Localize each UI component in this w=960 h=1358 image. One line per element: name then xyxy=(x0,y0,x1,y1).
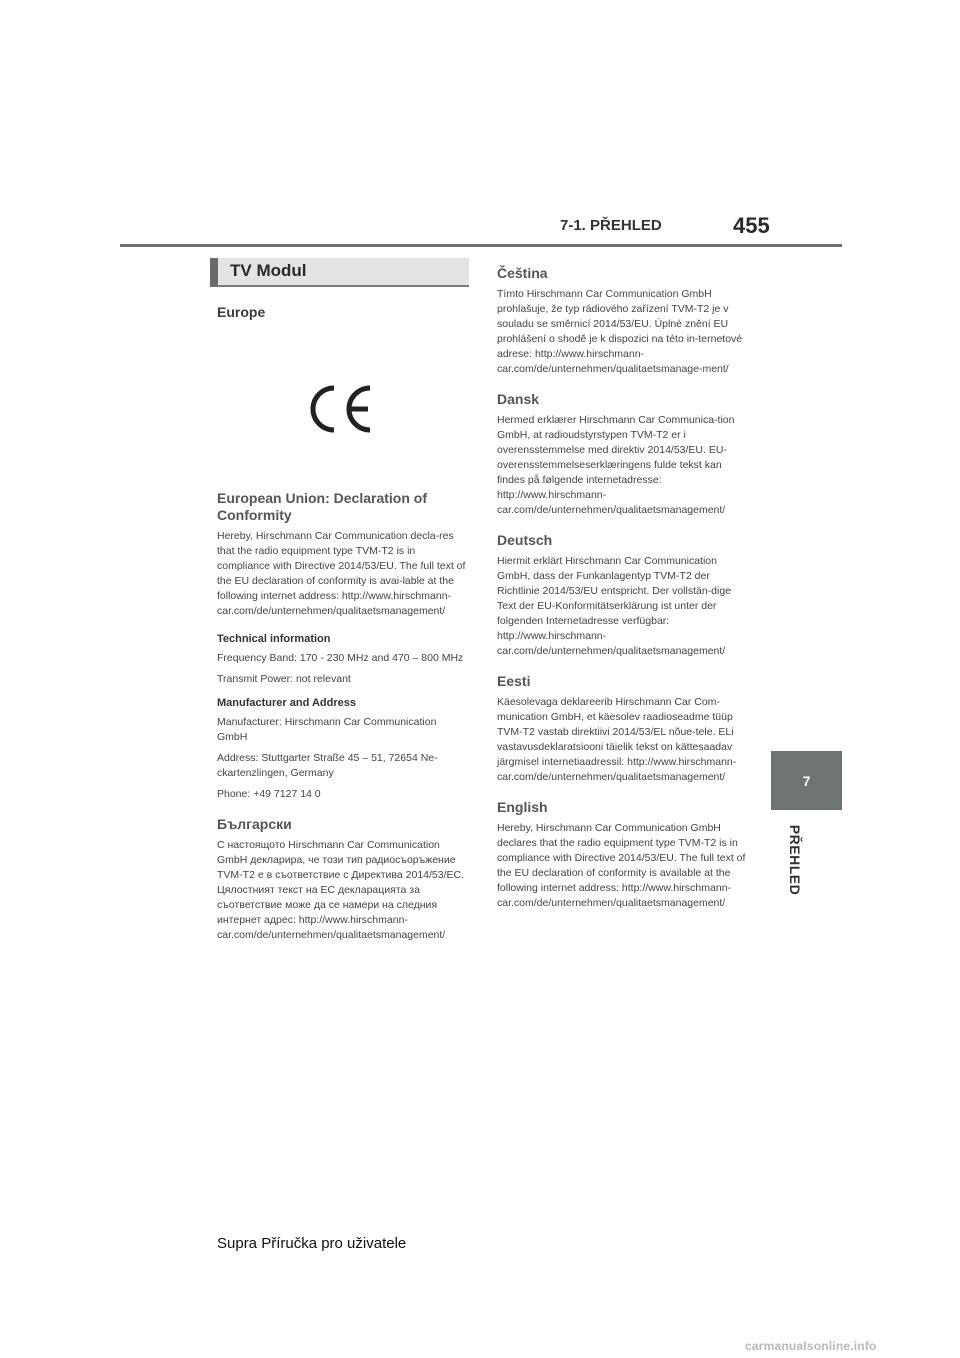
header-divider xyxy=(120,244,842,247)
manufacturer-name: Manufacturer: Hirschmann Car Communication GmbH xyxy=(217,716,437,743)
region-heading: Europe xyxy=(217,304,266,320)
language-text: Hermed erklærer Hirschmann Car Communica-tion GmbH, at radioudstyrstypen TVM-T2 er i overensstemmelse med direktiv 2014/53/EU. EU-overensstemmelseserklæringens fulde tekst kan findes på følgende internetadresse: http://www.hirschmann-car.com/de/unternehmen/qualitaetsmanagement/ xyxy=(497,414,735,516)
section-title-box xyxy=(210,258,469,287)
page-title: TV Modul xyxy=(230,261,307,280)
language-text: Käesolevaga deklareerib Hirschmann Car Com-munication GmbH, et käesolev raadioseadme tüüp TVM-T2 vastab direktiivi 2014/53/EL nõue-tele. ELi vastavusdeklaratsiooni täielik tekst on kättesaadav järgmisel internetiaadressil: http://www.hirschmann-car.com/de/unternehmen/qualitaetsmanagement/ xyxy=(497,696,737,783)
technical-heading: Technical information xyxy=(217,633,331,645)
language-heading: Čeština xyxy=(497,265,548,281)
language-block-en xyxy=(497,799,747,911)
language-heading: English xyxy=(497,799,548,815)
language-block-de xyxy=(497,532,747,659)
declaration-heading: European Union: Declaration of Conformity xyxy=(217,490,428,523)
left-column xyxy=(217,304,467,957)
technical-block xyxy=(217,633,467,687)
bulgarian-heading: Български xyxy=(217,816,292,832)
language-block-cs xyxy=(497,265,747,377)
bulgarian-block xyxy=(217,816,467,943)
right-column xyxy=(497,265,747,925)
language-heading: Deutsch xyxy=(497,532,553,548)
manufacturer-block xyxy=(217,697,467,802)
page-number: 455 xyxy=(733,213,770,238)
watermark[interactable]: carmanualsonline.info xyxy=(745,1339,877,1353)
language-heading: Dansk xyxy=(497,391,540,407)
language-text: Tímto Hirschmann Car Communication GmbH prohlašuje, že typ rádiového zařízení TVM-T2 je v souladu se směrnicí 2014/53/EU. Úplné znění EU prohlášení o shodě je k dispozici na této in-ternetové adrese: http://www.hirschmann-car.com/de/unternehmen/qualitaetsmanage-ment/ xyxy=(497,288,743,375)
ce-mark-container xyxy=(217,320,467,490)
footer-manual-title: Supra Příručka pro uživatele xyxy=(217,1235,407,1252)
declaration-block xyxy=(217,490,467,619)
chapter-side-label xyxy=(775,824,815,896)
chapter-tab[interactable] xyxy=(771,751,842,810)
bulgarian-text: С настоящото Hirschmann Car Communication GmbH декларира, че този тип радиосъоръжение TVM-T2 е в съответствие с Директива 2014/53/ЕС. Цялостният текст на ЕС декларацията за съответствие може да се намери на следния интернет адрес: http://www.hirschmann-car.com/de/unternehmen/qualitaetsmanagement/ xyxy=(217,839,465,941)
frequency-text: Frequency Band: 170 - 230 MHz and 470 – 800 MHz xyxy=(217,652,464,664)
language-text: Hereby, Hirschmann Car Communication GmbH declares that the radio equipment type TVM-T2 is in compliance with Directive 2014/53/EU. The full text of the EU declaration of conformity is available at the following internet address: http://www.hirschmann-car.com/de/unternehmen/qualitaetsmanagement/ xyxy=(497,822,746,909)
language-block-et xyxy=(497,673,747,785)
language-heading: Eesti xyxy=(497,673,531,689)
language-text: Hiermit erklärt Hirschmann Car Communication GmbH, dass der Funkanlagentyp TVM-T2 der Richtlinie 2014/53/EU entspricht. Der vollstän-dige Text der EU-Konformitätserklärung ist unter der folgenden Internetadresse verfügbar: http://www.hirschmann-car.com/de/unternehmen/qualitaetsmanagement/ xyxy=(497,555,732,657)
language-block-da xyxy=(497,391,747,518)
section-title: 7-1. PŘEHLED xyxy=(560,217,662,234)
manufacturer-heading: Manufacturer and Address xyxy=(217,697,356,709)
ce-mark-icon xyxy=(304,384,374,434)
chapter-tab-number: 7 xyxy=(802,772,811,789)
manufacturer-address: Address: Stuttgarter Straße 45 – 51, 72654 Ne-ckartenzlingen, Germany xyxy=(217,752,438,779)
manufacturer-phone: Phone: +49 7127 14 0 xyxy=(217,788,321,800)
power-text: Transmit Power: not relevant xyxy=(217,673,351,685)
chapter-side-label-text: PŘEHLED xyxy=(787,824,803,896)
declaration-text: Hereby, Hirschmann Car Communication decla-res that the radio equipment type TVM-T2 is in compliance with Directive 2014/53/EU. The full text of the EU declaration of conformity is avai-lable at the following internet address: http://www.hirschmann-car.com/de/unternehmen/qualitaetsmanagement/ xyxy=(217,530,466,617)
